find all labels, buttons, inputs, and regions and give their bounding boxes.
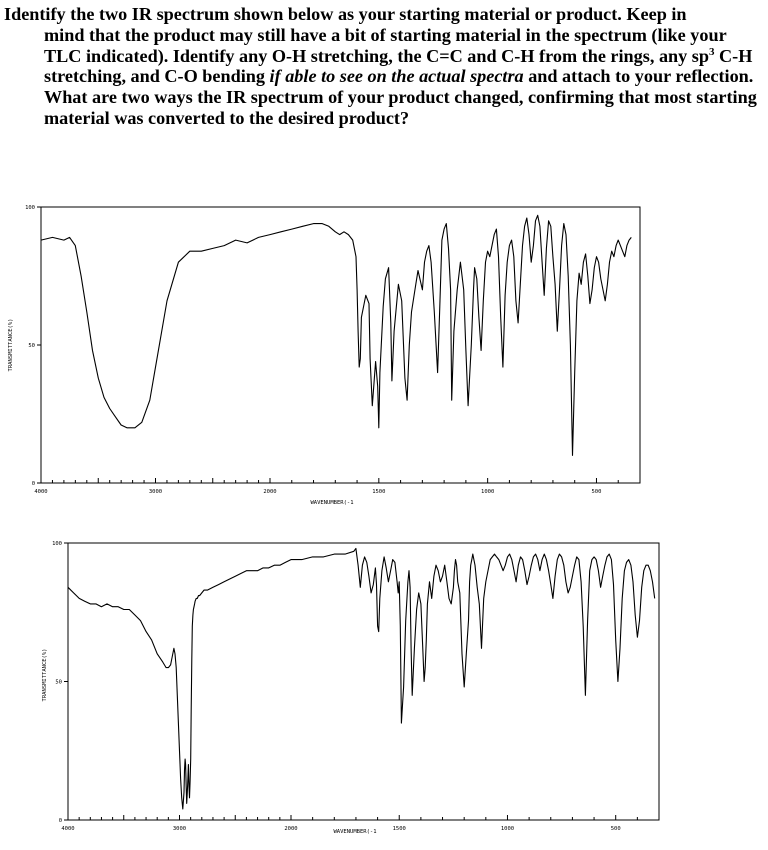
x-tick-label: 2000 bbox=[263, 489, 277, 495]
ir-spectrum-1 bbox=[0, 195, 768, 506]
axis-ticks-1 bbox=[37, 207, 640, 483]
spectrum-trace-1 bbox=[41, 215, 631, 455]
x-tick-label: 1000 bbox=[481, 489, 495, 495]
question-emphasis: if able to see on the actual spectra bbox=[269, 66, 524, 87]
question-text-a: mind that the product may still have a bit of starting material in the spectrum (like your TLC indicated). Identify any O-H stretching, the C=C and C-H from the rings, any sp bbox=[44, 24, 727, 66]
y-tick-label: 0 bbox=[58, 818, 62, 824]
question-text bbox=[4, 4, 764, 129]
x-tick-label: 500 bbox=[610, 826, 621, 832]
y-tick-label: 100 bbox=[52, 541, 62, 547]
y-tick-label: 100 bbox=[25, 205, 35, 211]
x-tick-label: 4000 bbox=[61, 826, 75, 832]
x-tick-label: 3000 bbox=[172, 826, 187, 832]
y-tick-label: 50 bbox=[28, 343, 35, 349]
question-text-b: C-H stretching, and C-O bending bbox=[44, 45, 753, 87]
x-tick-label: 500 bbox=[591, 489, 602, 495]
x-axis-title-2: WAVENUMBER(-1 bbox=[333, 829, 377, 835]
spectrum-trace-2 bbox=[68, 549, 655, 809]
x-tick-label: 3000 bbox=[148, 489, 163, 495]
y-tick-label: 0 bbox=[31, 481, 35, 487]
superscript-3: 3 bbox=[708, 45, 715, 58]
y-axis-title-1: TRANSMITTANCE(%) bbox=[8, 318, 14, 372]
y-axis-title-2: TRANSMITTANCE(%) bbox=[42, 648, 48, 702]
axis-ticks-2 bbox=[64, 543, 659, 820]
x-tick-label: 4000 bbox=[34, 489, 48, 495]
x-tick-label: 1000 bbox=[500, 826, 515, 832]
question-body bbox=[4, 25, 764, 129]
question-text-c: and attach to your reflection. What are two ways the IR spectrum of your product changed, confirming that most starting material was converted to the desired product? bbox=[44, 66, 757, 128]
y-tick-label: 50 bbox=[55, 679, 62, 686]
x-tick-label: 1500 bbox=[372, 489, 386, 495]
x-tick-label: 1500 bbox=[392, 826, 406, 832]
question-line-1: Identify the two IR spectrum shown below as your starting material or product. Keep in bbox=[4, 4, 687, 24]
plot-frame-1 bbox=[41, 207, 640, 483]
x-axis-title-1: WAVENUMBER(-1 bbox=[310, 500, 354, 506]
ir-spectrum-2 bbox=[0, 535, 768, 835]
x-tick-label: 2000 bbox=[284, 826, 298, 832]
